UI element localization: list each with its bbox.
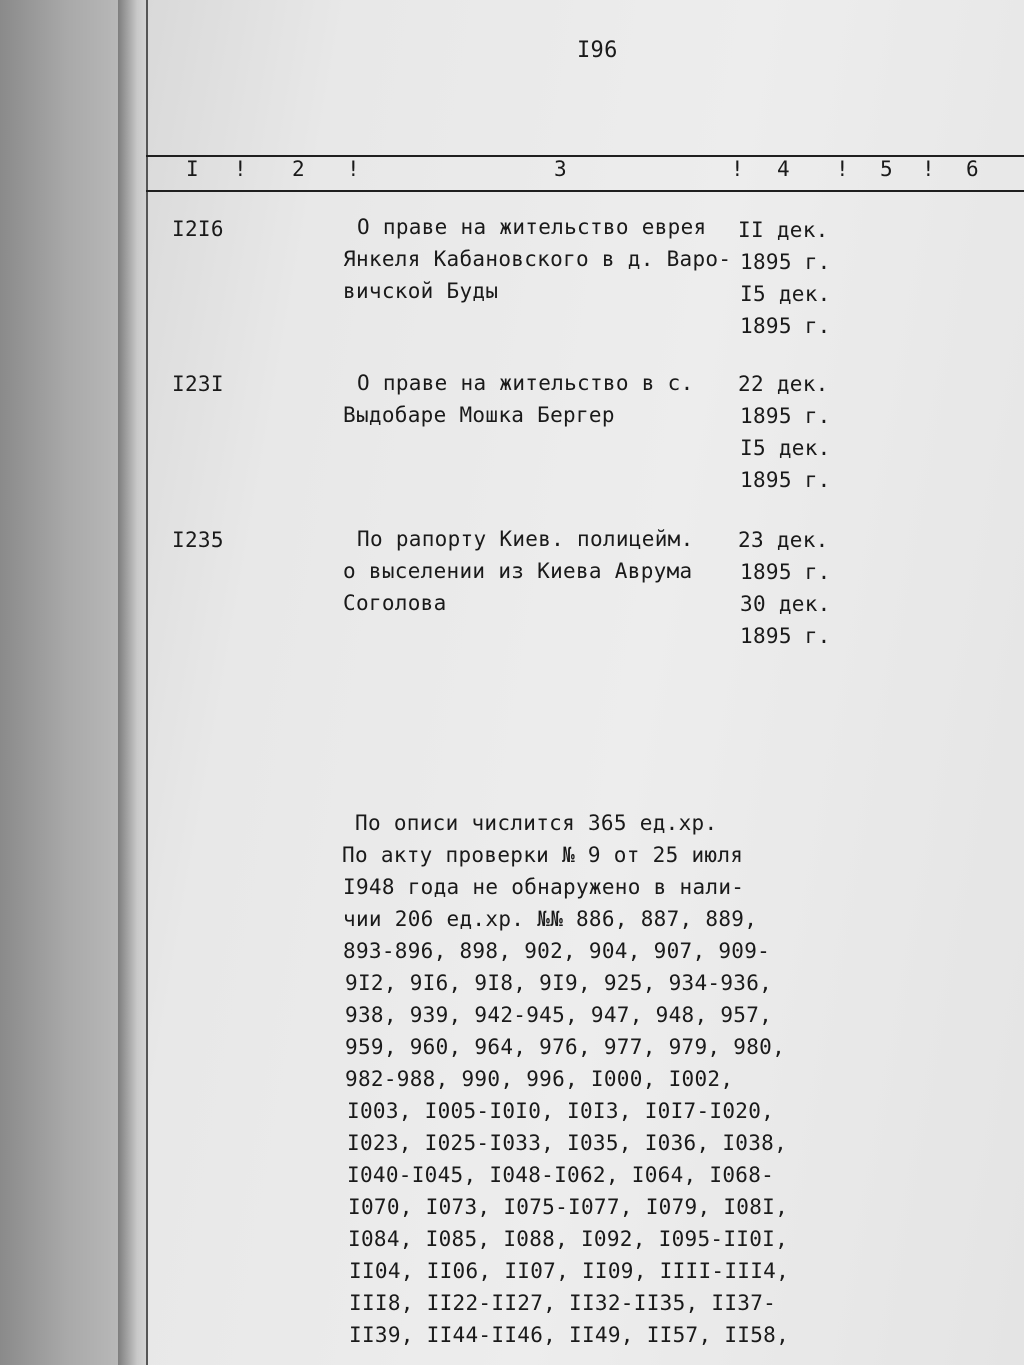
- summary-line: I948 года не обнаружено в нали-: [343, 875, 745, 899]
- header-separator: !: [234, 157, 247, 181]
- summary-line: II04, II06, II07, II09, IIII-III4,: [349, 1259, 790, 1283]
- row-3-title-line: По рапорту Киев. полицейм.: [357, 527, 694, 551]
- summary-line: I003, I005-I0I0, I0I3, I0I7-I020,: [347, 1099, 775, 1123]
- summary-line: 893-896, 898, 902, 904, 907, 909-: [343, 939, 771, 963]
- row-3-date-line: 1895 г.: [740, 560, 831, 584]
- summary-line: I023, I025-I033, I035, I036, I038,: [347, 1131, 788, 1155]
- row-1-number: I2I6: [172, 217, 224, 241]
- page-number: I96: [577, 38, 618, 63]
- header-col-3: 3: [554, 157, 567, 181]
- row-2-title-line: Выдобаре Мошка Бергер: [343, 403, 615, 427]
- summary-line: III8, II22-II27, II32-II35, II37-: [349, 1291, 777, 1315]
- summary-line: I070, I073, I075-I077, I079, I08I,: [348, 1195, 789, 1219]
- summary-line: 938, 939, 942-945, 947, 948, 957,: [345, 1003, 773, 1027]
- header-col-4: 4: [777, 157, 790, 181]
- row-3-title-line: Соголова: [343, 591, 447, 615]
- row-2-date-line: 1895 г.: [740, 404, 831, 428]
- row-1-date-line: I5 дек.: [740, 282, 831, 306]
- row-1-date-line: 1895 г.: [740, 250, 831, 274]
- summary-line: I040-I045, I048-I062, I064, I068-: [347, 1163, 775, 1187]
- header-col-1: I: [186, 157, 199, 181]
- header-separator: !: [347, 157, 360, 181]
- row-2-title-line: О праве на жительство в с.: [357, 371, 694, 395]
- row-2-date-line: 22 дек.: [738, 372, 829, 396]
- row-1-title-line: вичской Буды: [343, 279, 499, 303]
- summary-line: 9I2, 9I6, 9I8, 9I9, 925, 934-936,: [345, 971, 773, 995]
- row-3-number: I235: [172, 528, 224, 552]
- summary-line: 982-988, 990, 996, I000, I002,: [345, 1067, 734, 1091]
- row-3-date-line: 23 дек.: [738, 528, 829, 552]
- header-separator: !: [836, 157, 849, 181]
- summary-line: I084, I085, I088, I092, I095-II0I,: [348, 1227, 789, 1251]
- header-separator: !: [731, 157, 744, 181]
- document-page: [146, 0, 1024, 1365]
- header-col-2: 2: [292, 157, 305, 181]
- row-1-title-line: Янкеля Кабановского в д. Варо-: [343, 247, 732, 271]
- summary-line: чии 206 ед.хр. №№ 886, 887, 889,: [343, 907, 758, 931]
- header-col-5: 5: [880, 157, 893, 181]
- header-separator: !: [922, 157, 935, 181]
- row-2-date-line: 1895 г.: [740, 468, 831, 492]
- row-1-title-line: О праве на жительство еврея: [357, 215, 707, 239]
- table-header-bottom-rule: [146, 190, 1024, 192]
- summary-line: По описи числится 365 ед.хр.: [355, 811, 718, 835]
- row-2-number: I23I: [172, 372, 224, 396]
- row-3-title-line: о выселении из Киева Аврума: [343, 559, 693, 583]
- row-1-date-line: II дек.: [738, 218, 829, 242]
- summary-line: 959, 960, 964, 976, 977, 979, 980,: [345, 1035, 786, 1059]
- header-col-6: 6: [966, 157, 979, 181]
- row-3-date-line: 30 дек.: [740, 592, 831, 616]
- summary-line: II39, II44-II46, II49, II57, II58,: [349, 1323, 790, 1347]
- row-2-date-line: I5 дек.: [740, 436, 831, 460]
- summary-line: По акту проверки № 9 от 25 июля: [342, 843, 744, 867]
- row-3-date-line: 1895 г.: [740, 624, 831, 648]
- row-1-date-line: 1895 г.: [740, 314, 831, 338]
